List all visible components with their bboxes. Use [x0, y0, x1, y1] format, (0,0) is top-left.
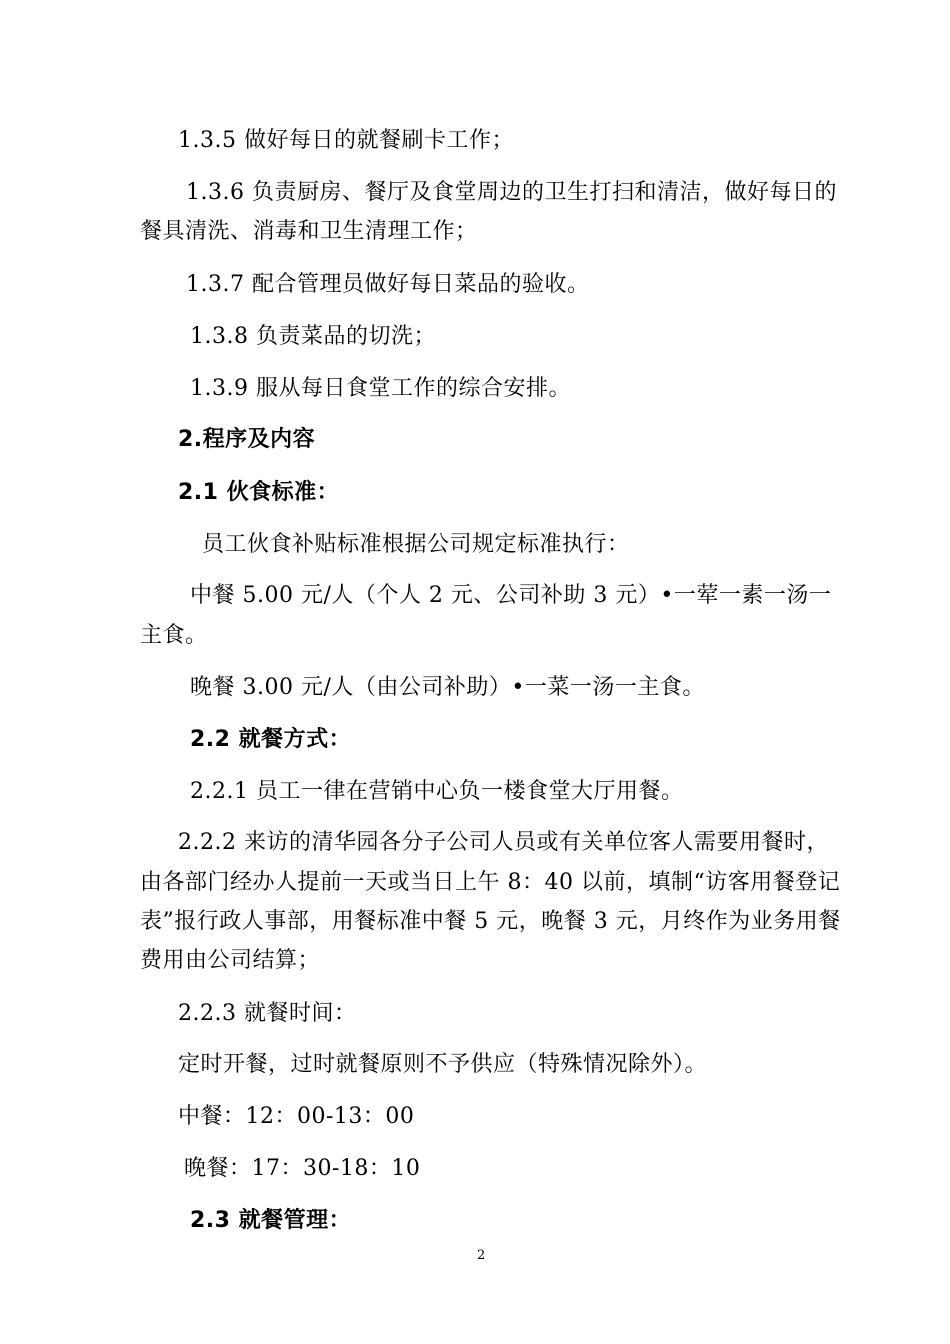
section-heading: 2.2 就餐方式：	[190, 727, 352, 752]
text-line: 费用由公司结算；	[140, 948, 321, 973]
text-line: 晚餐 3.00 元/人（由公司补助）•一菜一汤一主食。	[190, 675, 705, 700]
text-line: 中餐 5.00 元/人（个人 2 元、公司补助 3 元）•一荤一素一汤一	[190, 583, 832, 608]
text-line: 1.3.7 配合管理员做好每日菜品的验收。	[186, 272, 590, 297]
text-line: 由各部门经办人提前一天或当日上午 8：40 以前，填制“访客用餐登记	[140, 870, 841, 895]
text-line: 1.3.9 服从每日食堂工作的综合安排。	[190, 376, 571, 401]
section-heading: 2.3 就餐管理：	[190, 1208, 352, 1233]
page-number: 2	[477, 1248, 486, 1263]
text-line: 2.2.1 员工一律在营销中心负一楼食堂大厅用餐。	[190, 779, 684, 804]
text-line: 主食。	[140, 623, 208, 648]
text-line: 1.3.6 负责厨房、餐厅及食堂周边的卫生打扫和清洁，做好每日的	[186, 180, 837, 205]
text-line: 1.3.8 负责菜品的切洗；	[190, 324, 436, 349]
text-line: 晚餐：17：30-18：10	[184, 1156, 421, 1181]
text-line: 员工伙食补贴标准根据公司规定标准执行：	[202, 532, 630, 557]
section-heading: 2.1 伙食标准：	[178, 480, 340, 505]
text-line: 1.3.5 做好每日的就餐刷卡工作；	[178, 128, 514, 153]
text-line: 餐具清洗、消毒和卫生清理工作；	[140, 219, 478, 244]
text-line: 表”报行政人事部，用餐标准中餐 5 元，晚餐 3 元，月终作为业务用餐	[140, 909, 841, 934]
text-line: 中餐：12：00-13：00	[178, 1104, 415, 1129]
text-line: 2.2.2 来访的清华园各分子公司人员或有关单位客人需要用餐时，	[178, 830, 829, 855]
text-line: 2.2.3 就餐时间：	[178, 1001, 357, 1026]
text-line: 定时开餐，过时就餐原则不予供应（特殊情况除外）。	[178, 1052, 708, 1077]
section-heading: 2.程序及内容	[178, 427, 316, 452]
